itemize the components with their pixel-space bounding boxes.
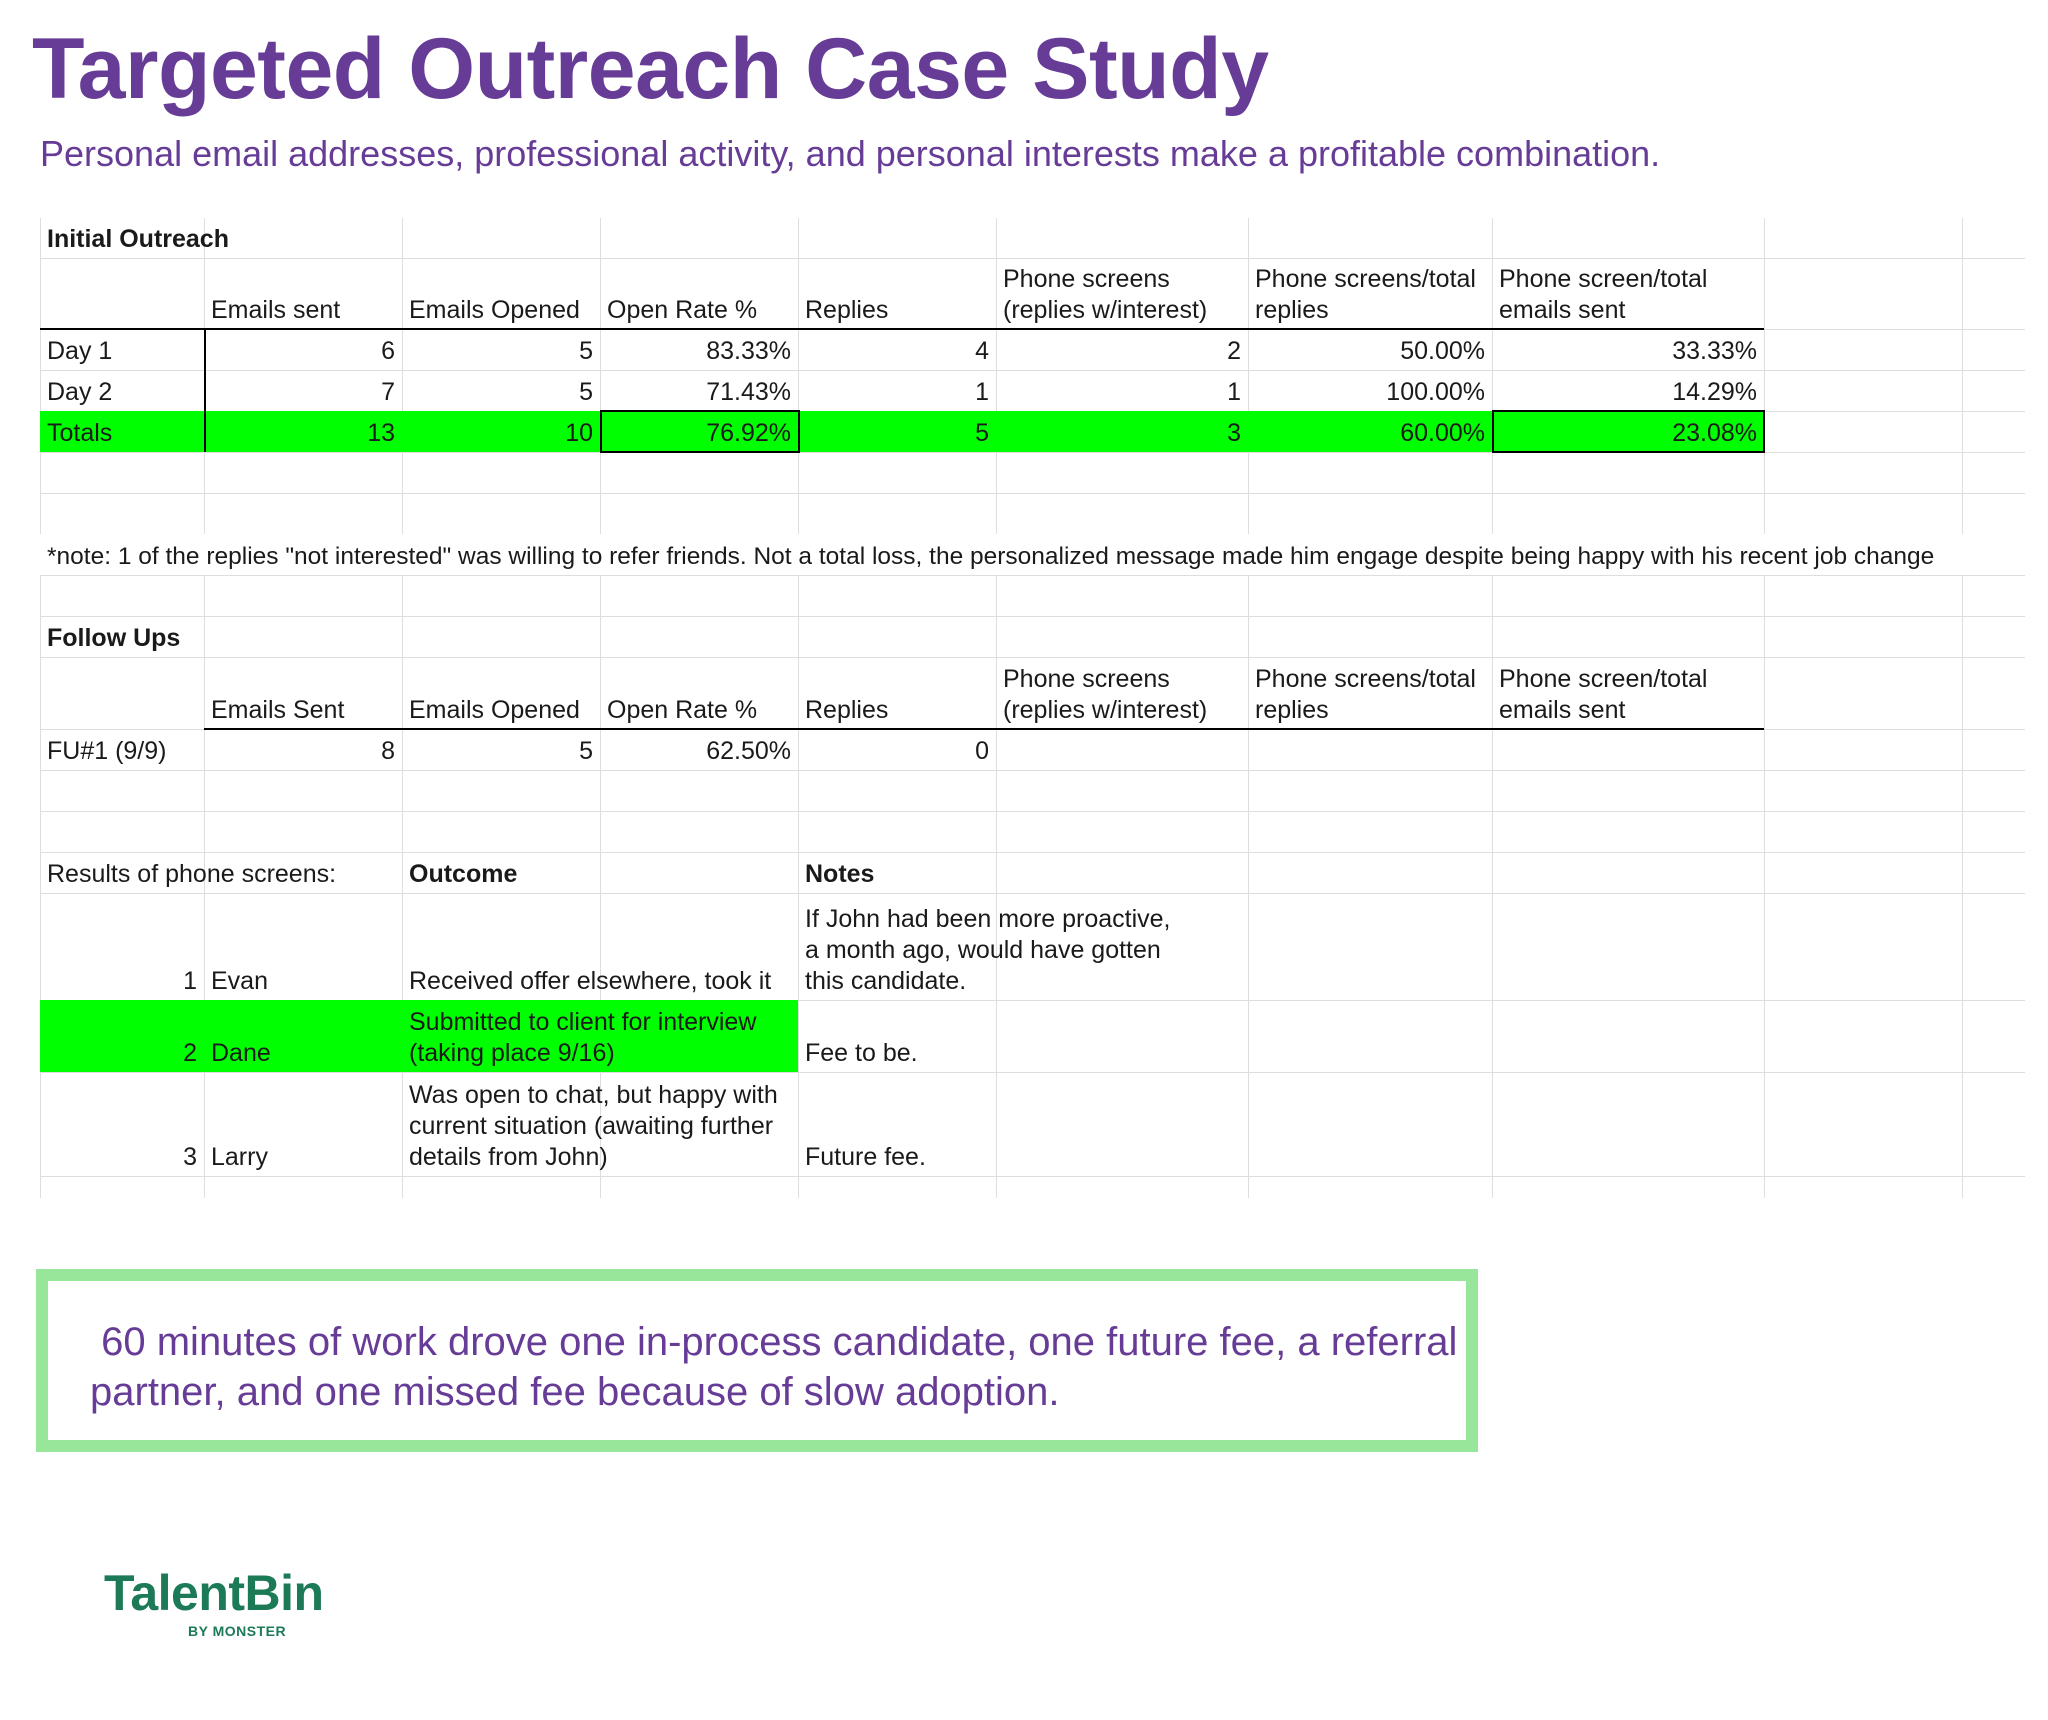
grid-row-line bbox=[40, 770, 2025, 771]
grid-col-line bbox=[1962, 218, 1963, 1198]
screen-num: 2 bbox=[183, 1039, 197, 1067]
header-phone-screens: Phone screens (replies w/interest) bbox=[1003, 265, 1208, 324]
screen-num: 3 bbox=[183, 1143, 197, 1171]
table-cell: 76.92% bbox=[706, 419, 791, 447]
candidate-name: Dane bbox=[211, 1039, 271, 1067]
summary-text: 60 minutes of work drove one in-process candidate, one future fee, a referral partner, and one missed fee because of slow adoption. bbox=[90, 1320, 1469, 1414]
page-title: Targeted Outreach Case Study bbox=[32, 21, 1269, 117]
header-replies: Replies bbox=[805, 696, 889, 724]
table-cell: 8 bbox=[381, 737, 395, 765]
header-screens-per-emails: Phone screen/total emails sent bbox=[1499, 665, 1708, 724]
row-label-totals: Totals bbox=[47, 419, 113, 447]
summary-box bbox=[36, 1269, 1478, 1452]
grid-row-line bbox=[40, 1176, 2025, 1177]
table-cell: 71.43% bbox=[706, 378, 791, 406]
grid-col-line bbox=[1764, 218, 1765, 1198]
section-title-initial-outreach: Initial Outreach bbox=[47, 225, 229, 253]
candidate-outcome: Received offer elsewhere, took it bbox=[409, 967, 772, 995]
table-cell: 5 bbox=[975, 419, 989, 447]
grid-row-line bbox=[40, 811, 2025, 812]
candidate-outcome: Submitted to client for interview (taking place 9/16) bbox=[409, 1008, 757, 1067]
logo-wordmark: TalentBin bbox=[104, 1565, 324, 1621]
table-cell: 1 bbox=[975, 378, 989, 406]
table-cell: 100.00% bbox=[1386, 378, 1485, 406]
header-screens-per-replies: Phone screens/total replies bbox=[1255, 265, 1476, 324]
header-emails-sent: Emails sent bbox=[211, 296, 341, 324]
row-label-day1: Day 1 bbox=[47, 337, 113, 365]
table-cell: 6 bbox=[381, 337, 395, 365]
screen-num: 1 bbox=[183, 967, 197, 995]
table-cell: 5 bbox=[579, 737, 593, 765]
candidate-notes: Fee to be. bbox=[805, 1039, 918, 1067]
table-cell: 13 bbox=[367, 419, 395, 447]
candidate-name: Evan bbox=[211, 967, 268, 995]
table-cell: 5 bbox=[579, 337, 593, 365]
header-phone-screens: Phone screens (replies w/interest) bbox=[1003, 665, 1208, 724]
header-screens-per-emails: Phone screen/total emails sent bbox=[1499, 265, 1708, 324]
spreadsheet bbox=[40, 218, 2025, 1198]
candidate-notes: Future fee. bbox=[805, 1143, 926, 1171]
table-cell: 23.08% bbox=[1672, 419, 1757, 447]
table-cell: 1 bbox=[1227, 378, 1241, 406]
candidate-notes: If John had been more proactive, a month ago, would have gotten this candidate. bbox=[805, 905, 1171, 995]
note-text: *note: 1 of the replies "not interested" was willing to refer friends. Not a total loss, the personalized message made him engage despite being happy with his recent job change bbox=[40, 534, 2025, 575]
table-cell: 10 bbox=[565, 419, 593, 447]
notes-header: Notes bbox=[805, 860, 875, 888]
table-cell: 50.00% bbox=[1400, 337, 1485, 365]
header-emails-sent: Emails Sent bbox=[211, 696, 345, 724]
table-cell: 62.50% bbox=[706, 737, 791, 765]
table-cell: 83.33% bbox=[706, 337, 791, 365]
header-open-rate: Open Rate % bbox=[607, 296, 758, 324]
table-cell: 2 bbox=[1227, 337, 1241, 365]
table-cell: 14.29% bbox=[1672, 378, 1757, 406]
table-cell: 5 bbox=[579, 378, 593, 406]
talentbin-logo bbox=[104, 1565, 364, 1639]
header-emails-opened: Emails Opened bbox=[409, 296, 580, 324]
header-emails-opened: Emails Opened bbox=[409, 696, 580, 724]
table-cell: 4 bbox=[975, 337, 989, 365]
candidate-name: Larry bbox=[211, 1143, 268, 1171]
header-open-rate: Open Rate % bbox=[607, 696, 758, 724]
section-title-follow-ups: Follow Ups bbox=[47, 624, 181, 652]
outcome-header: Outcome bbox=[409, 860, 518, 888]
phone-screens-label: Results of phone screens: bbox=[47, 860, 337, 888]
table-cell: 7 bbox=[381, 378, 395, 406]
header-replies: Replies bbox=[805, 296, 889, 324]
candidate-outcome: Was open to chat, but happy with current situation (awaiting further details from John) bbox=[409, 1081, 778, 1171]
logo-tagline: BY MONSTER bbox=[188, 1623, 287, 1639]
row-label-fu1: FU#1 (9/9) bbox=[47, 737, 167, 765]
grid-row-line bbox=[40, 493, 2025, 494]
table-cell: 0 bbox=[975, 737, 989, 765]
header-screens-per-replies: Phone screens/total replies bbox=[1255, 665, 1476, 724]
table-cell: 3 bbox=[1227, 419, 1241, 447]
grid-row-line bbox=[40, 575, 2025, 576]
row-label-day2: Day 2 bbox=[47, 378, 113, 406]
page-subtitle: Personal email addresses, professional activity, and personal interests make a profitable combination. bbox=[40, 133, 1661, 174]
table-cell: 60.00% bbox=[1400, 419, 1485, 447]
table-cell: 33.33% bbox=[1672, 337, 1757, 365]
